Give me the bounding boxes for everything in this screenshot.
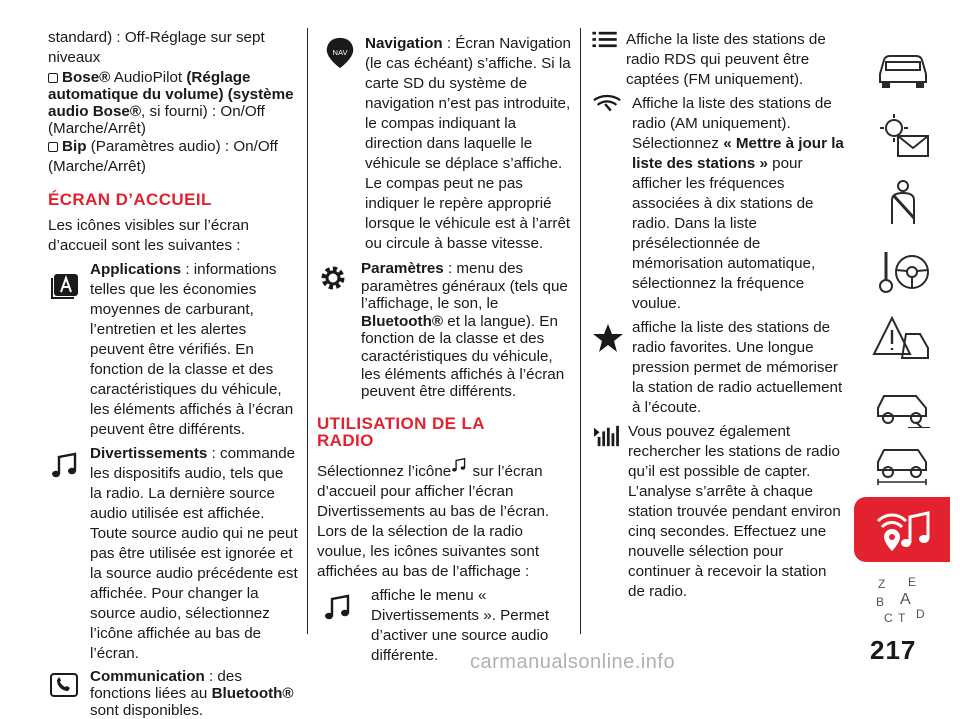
- item-communication: Communication : des fonctions liées au Bluetooth® sont disponibles.: [48, 668, 298, 719]
- tab-multimedia[interactable]: [854, 497, 950, 562]
- page-number: 217: [870, 635, 917, 665]
- warning-light-icon: [872, 110, 934, 160]
- section-heading-utilisation-radio: UTILISATION DE LA RADIO: [317, 413, 485, 450]
- checkbox-bullet-icon: [48, 73, 58, 83]
- nav-icon-label: NAV: [332, 47, 348, 57]
- tab-vehicle[interactable]: [854, 34, 950, 99]
- svg-text:A: A: [900, 591, 911, 608]
- entertainment-icon: [451, 457, 468, 474]
- tab-index[interactable]: [854, 566, 950, 631]
- tab-emergency[interactable]: [854, 306, 950, 371]
- paragraph-radio-intro: Sélectionnez l’icône sur l’écran d’accueil pour afficher l’écran Divertissements au bas de l’écran. Lors de la sélection de la radio voulue, les icônes suivantes sont affichées au bas de l’affichage :: [317, 457, 571, 582]
- navigation-icon: [323, 36, 357, 70]
- svg-text:B: B: [876, 595, 885, 609]
- alphabet-index-icon: [872, 574, 934, 624]
- tab-dashboard[interactable]: [854, 102, 950, 167]
- music-note-icon: [48, 450, 80, 482]
- item-menu-divertissements: affiche le menu « Divertissements ». Permet d’activer une source audio différente.: [317, 586, 571, 666]
- star-icon: [592, 322, 624, 354]
- multimedia-icon: [872, 505, 934, 555]
- item-applications: Applications : informations telles que les économies moyennes de carburant, l’entretien et les alertes peuvent être vérifiés. En fonction de la classe et des caractéristiques du véhicule, les éléments affichés à l’écran peuvent être différents.: [48, 260, 298, 440]
- column-3: [592, 28, 844, 602]
- svg-text:D: D: [916, 607, 925, 621]
- item-scan: Vous pouvez également rechercher les stations de radio qu’il est possible de capter. L’analyse s’arrête à chaque station trouvée pendant environ cinq secondes. Effectuez une nouvelle sélection pour continuer à recevoir la station de radio.: [592, 422, 844, 602]
- column-2: [317, 28, 571, 666]
- paragraph-standard: standard) : Off-Réglage sur sept niveaux: [48, 29, 265, 66]
- list-icon: [592, 30, 618, 48]
- gear-icon: [317, 262, 349, 294]
- music-note-icon: [321, 592, 353, 624]
- svg-text:T: T: [898, 611, 906, 625]
- warning-triangle-icon: [872, 314, 934, 364]
- scan-icon: [592, 424, 620, 448]
- section-heading-ecran-accueil: ÉCRAN D’ACCUEIL: [48, 190, 212, 209]
- column-divider: [580, 28, 581, 634]
- svg-text:E: E: [908, 575, 917, 589]
- watermark: carmanualsonline.info: [470, 651, 676, 673]
- tab-technical[interactable]: [854, 428, 950, 493]
- car-dimensions-icon: [872, 436, 934, 486]
- svg-text:C: C: [884, 611, 893, 625]
- item-am-list: Affiche la liste des stations de radio (AM uniquement). Sélectionnez « Mettre à jour la liste des stations » pour afficher les fréquences associées à dix stations de radio. Dans la liste présélectionnée de mémorisation automatique, sélectionnez la fréquence voulue.: [592, 94, 844, 314]
- car-icon: [872, 42, 934, 92]
- applications-icon: [48, 268, 80, 300]
- paragraph-intro: Les icônes visibles sur l’écran d’accueil sont les suivantes :: [48, 217, 249, 254]
- paragraph-bose: Bose® AudioPilot (Réglage automatique du volume) (système audio Bose®, si fourni) : On/Off (Marche/Arrêt): [48, 69, 294, 137]
- column-1: [48, 28, 298, 719]
- key-steering-icon: [872, 246, 934, 296]
- checkbox-bullet-icon: [48, 142, 58, 152]
- tab-safety[interactable]: [854, 170, 950, 235]
- tab-starting[interactable]: [854, 238, 950, 303]
- item-divertissements: Divertissements : commande les dispositifs audio, tels que la radio. La dernière source audio utilisée est affichée. Toute source audio qui ne peut pas être utilisée est ignorée et la source audio précédente est affichée. Pour changer la source audio, sélectionnez l’icône affichée au bas de l’écran.: [48, 444, 298, 664]
- item-navigation: NAV Navigation : Écran Navigation (le cas échéant) s’affiche. Si la carte SD du système de navigation n’est pas introduite, le compas indiquant la direction dans laquelle le véhicule se déplace s’affiche. Le compas peut ne pas indiquer le repère approprié lorsque le véhicule est à l’arrêt ou circule à basse vitesse.: [317, 34, 571, 254]
- antenna-signal-icon: [592, 94, 622, 114]
- column-divider: [307, 28, 308, 634]
- item-favorites: affiche la liste des stations de radio favorites. Une longue pression permet de mémoriser la station de radio actuellement à l’écoute.: [592, 318, 844, 418]
- svg-text:Z: Z: [878, 577, 886, 591]
- phone-message-icon: [48, 670, 80, 702]
- item-fm-list: Affiche la liste des stations de radio RDS qui peuvent être captées (FM uniquement).: [592, 30, 844, 90]
- car-lift-icon: [872, 382, 934, 432]
- seatbelt-icon: [872, 178, 934, 228]
- paragraph-bip: Bip (Paramètres audio) : On/Off (Marche/Arrêt): [48, 138, 278, 175]
- item-parametres: Paramètres : menu des paramètres généraux (tels que l’affichage, le son, le Bluetooth® et la langue). En fonction de la classe et des caractéristiques du véhicule, les éléments affichés à l’écran peuvent être différents.: [317, 260, 571, 401]
